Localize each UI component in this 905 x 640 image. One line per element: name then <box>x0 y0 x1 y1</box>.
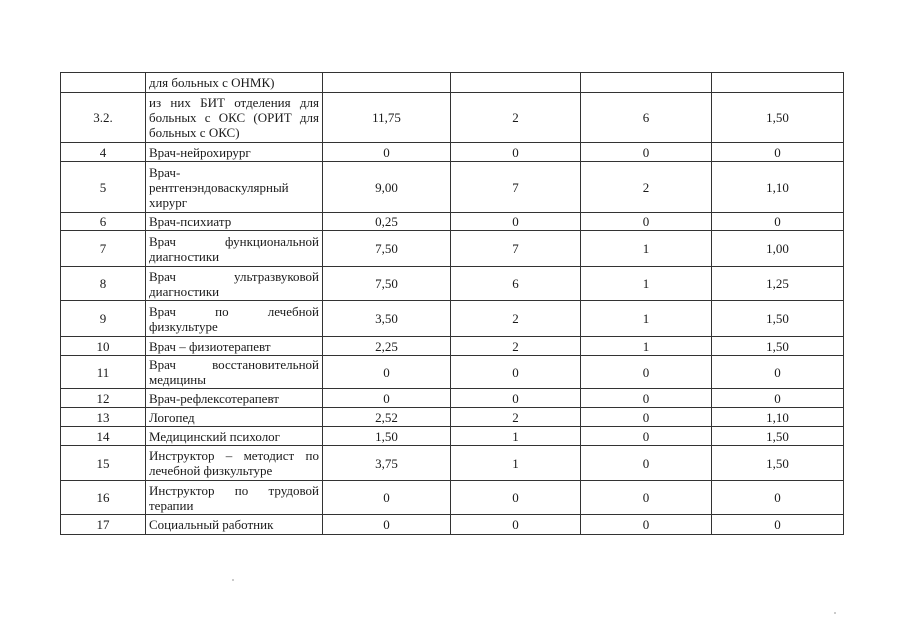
value-cell: 1 <box>581 267 712 301</box>
value-cell: 1,50 <box>712 337 844 356</box>
value-cell: 0 <box>451 515 581 535</box>
position-name: Врач по лечебной физкультуре <box>146 301 323 337</box>
position-name: Логопед <box>146 408 323 427</box>
value-cell: 11,75 <box>323 93 451 143</box>
value-cell: 1,10 <box>712 162 844 213</box>
value-cell: 1,10 <box>712 408 844 427</box>
value-cell: 1,50 <box>712 301 844 337</box>
value-cell: 0 <box>451 213 581 231</box>
value-cell: 0 <box>581 213 712 231</box>
value-cell: 1 <box>451 427 581 446</box>
value-cell: 1,00 <box>712 231 844 267</box>
scan-speck <box>834 612 836 614</box>
value-cell: 1 <box>581 231 712 267</box>
value-cell: 0 <box>451 389 581 408</box>
value-cell: 0 <box>581 446 712 481</box>
value-cell: 1,25 <box>712 267 844 301</box>
row-number: 17 <box>61 515 146 535</box>
value-cell: 0 <box>712 389 844 408</box>
table-row <box>61 73 844 93</box>
value-cell: 0 <box>581 389 712 408</box>
value-cell: 1,50 <box>712 93 844 143</box>
position-name: Врач-психиатр <box>146 213 323 231</box>
position-name: Медицинский психолог <box>146 427 323 446</box>
value-cell: 0,25 <box>323 213 451 231</box>
table-row <box>61 408 844 427</box>
table-row <box>61 427 844 446</box>
value-cell: 0 <box>451 356 581 389</box>
position-name: Врач-рефлексотерапевт <box>146 389 323 408</box>
value-cell: 0 <box>712 213 844 231</box>
value-cell <box>451 73 581 93</box>
scan-speck <box>232 579 234 581</box>
value-cell <box>323 73 451 93</box>
value-cell: 2 <box>451 408 581 427</box>
value-cell: 0 <box>712 356 844 389</box>
row-number: 15 <box>61 446 146 481</box>
position-name: из них БИТ отделения для больных с ОКС (ОРИТ для больных с ОКС) <box>146 93 323 143</box>
position-name: Врач-рентгенэндоваскулярный хирург <box>146 162 323 213</box>
value-cell: 0 <box>451 481 581 515</box>
value-cell: 0 <box>581 515 712 535</box>
position-name: Врач восстановительной медицины <box>146 356 323 389</box>
table-row <box>61 93 844 143</box>
value-cell: 0 <box>581 481 712 515</box>
value-cell: 0 <box>323 389 451 408</box>
table-row <box>61 481 844 515</box>
position-name: Врач – физиотерапевт <box>146 337 323 356</box>
position-name: Врач функциональной диагностики <box>146 231 323 267</box>
table-row <box>61 515 844 535</box>
row-number: 13 <box>61 408 146 427</box>
table-row <box>61 356 844 389</box>
value-cell: 6 <box>581 93 712 143</box>
position-name: для больных с ОНМК) <box>146 73 323 93</box>
row-number: 12 <box>61 389 146 408</box>
value-cell: 2 <box>451 93 581 143</box>
value-cell: 7 <box>451 162 581 213</box>
position-name: Инструктор – методист по лечебной физкультуре <box>146 446 323 481</box>
position-name: Врач-нейрохирург <box>146 143 323 162</box>
value-cell: 2 <box>451 337 581 356</box>
value-cell: 1 <box>581 337 712 356</box>
row-number: 3.2. <box>61 93 146 143</box>
value-cell <box>712 73 844 93</box>
value-cell: 1,50 <box>323 427 451 446</box>
value-cell: 0 <box>581 356 712 389</box>
row-number <box>61 73 146 93</box>
value-cell <box>581 73 712 93</box>
value-cell: 7,50 <box>323 267 451 301</box>
value-cell: 0 <box>323 356 451 389</box>
value-cell: 6 <box>451 267 581 301</box>
value-cell: 1 <box>581 301 712 337</box>
row-number: 16 <box>61 481 146 515</box>
table-row <box>61 231 844 267</box>
row-number: 14 <box>61 427 146 446</box>
row-number: 10 <box>61 337 146 356</box>
value-cell: 9,00 <box>323 162 451 213</box>
table-row <box>61 389 844 408</box>
value-cell: 0 <box>323 515 451 535</box>
value-cell: 0 <box>712 481 844 515</box>
table-row <box>61 213 844 231</box>
value-cell: 2 <box>581 162 712 213</box>
row-number: 11 <box>61 356 146 389</box>
row-number: 6 <box>61 213 146 231</box>
value-cell: 1,50 <box>712 446 844 481</box>
value-cell: 0 <box>581 143 712 162</box>
table-row <box>61 337 844 356</box>
row-number: 5 <box>61 162 146 213</box>
value-cell: 0 <box>581 408 712 427</box>
value-cell: 0 <box>323 143 451 162</box>
table-row <box>61 162 844 213</box>
value-cell: 2 <box>451 301 581 337</box>
value-cell: 0 <box>712 515 844 535</box>
value-cell: 3,75 <box>323 446 451 481</box>
table-row <box>61 267 844 301</box>
row-number: 7 <box>61 231 146 267</box>
value-cell: 2,52 <box>323 408 451 427</box>
value-cell: 0 <box>451 143 581 162</box>
table-row <box>61 143 844 162</box>
position-name: Инструктор по трудовой терапии <box>146 481 323 515</box>
row-number: 4 <box>61 143 146 162</box>
value-cell: 0 <box>712 143 844 162</box>
row-number: 9 <box>61 301 146 337</box>
value-cell: 1 <box>451 446 581 481</box>
value-cell: 0 <box>323 481 451 515</box>
position-name: Врач ультразвуковой диагностики <box>146 267 323 301</box>
position-name: Социальный работник <box>146 515 323 535</box>
value-cell: 0 <box>581 427 712 446</box>
table-row <box>61 446 844 481</box>
value-cell: 3,50 <box>323 301 451 337</box>
value-cell: 7,50 <box>323 231 451 267</box>
row-number: 8 <box>61 267 146 301</box>
value-cell: 1,50 <box>712 427 844 446</box>
staffing-table <box>60 72 844 535</box>
value-cell: 2,25 <box>323 337 451 356</box>
table-row <box>61 301 844 337</box>
value-cell: 7 <box>451 231 581 267</box>
